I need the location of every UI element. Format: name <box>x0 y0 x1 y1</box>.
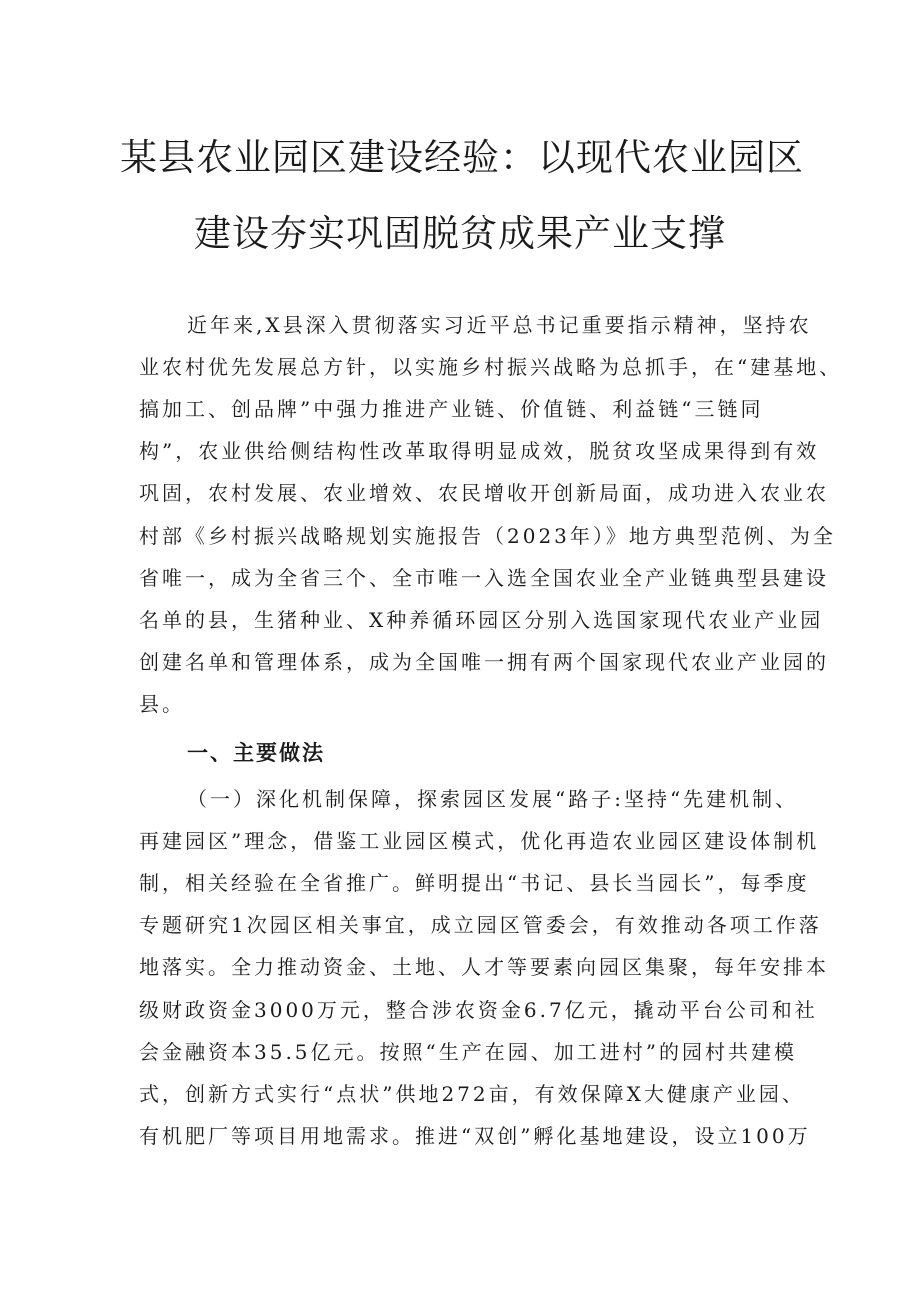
paragraph-line: 创建名单和管理体系，成为全国唯一拥有两个国家现代农业产业园的 <box>139 650 829 674</box>
paragraph-line: 再建园区”理念，借鉴工业园区模式，优化再造农业园区建设体制机 <box>139 829 820 853</box>
paragraph-line: 名单的县，生猪种业、X种养循环园区分别入选国家现代农业产业园 <box>139 608 824 632</box>
paragraph-line: 业农村优先发展总方针，以实施乡村振兴战略为总抓手，在“建基地、 <box>139 355 843 379</box>
paragraph-line: 级财政资金3000万元，整合涉农资金6.7亿元，撬动平台公司和社 <box>139 998 818 1022</box>
section-heading: 一、主要做法 <box>187 741 325 765</box>
paragraph-line: 专题研究1次园区相关事宜，成立园区管委会，有效推动各项工作落 <box>139 913 822 937</box>
paragraph-line: 省唯一，成为全省三个、全市唯一入选全国农业全产业链典型县建设 <box>139 566 829 590</box>
document-title-line-1: 某县农业园区建设经验：以现代农业园区 <box>120 136 804 179</box>
paragraph-line: 制，相关经验在全省推广。鲜明提出“书记、县长当园长”，每季度 <box>139 871 810 895</box>
paragraph-line: 巩固，农村发展、农业增效、农民增收开创新局面，成功进入农业农 <box>139 481 829 505</box>
paragraph-line: 县。 <box>139 692 185 716</box>
paragraph-line: 有机肥厂等项目用地需求。推进“双创”孵化基地建设，设立100万 <box>139 1124 811 1148</box>
paragraph-line: 村部《乡村振兴战略规划实施报告（2023年）》地方典型范例、为全 <box>139 524 836 548</box>
document-title-line-2: 建设夯实巩固脱贫成果产业支撑 <box>194 212 726 255</box>
paragraph-line: 式，创新方式实行“点状”供地272亩，有效保障X大健康产业园、 <box>139 1082 805 1106</box>
paragraph-line: 搞加工、创品牌”中强力推进产业链、价值链、利益链“三链同 <box>139 397 764 421</box>
paragraph-line: （一）深化机制保障，探索园区发展“路子:坚持“先建机制、 <box>187 787 799 811</box>
paragraph-line: 地落实。全力推动资金、土地、人才等要素向园区集聚，每年安排本 <box>139 955 829 979</box>
paragraph-line: 构”，农业供给侧结构性改革取得明显成效，脱贫攻坚成果得到有效 <box>139 439 820 463</box>
paragraph-line: 近年来,X县深入贯彻落实习近平总书记重要指示精神，坚持农 <box>187 313 812 337</box>
paragraph-line: 会金融资本35.5亿元。按照“生产在园、加工进村”的园村共建模 <box>139 1040 797 1064</box>
